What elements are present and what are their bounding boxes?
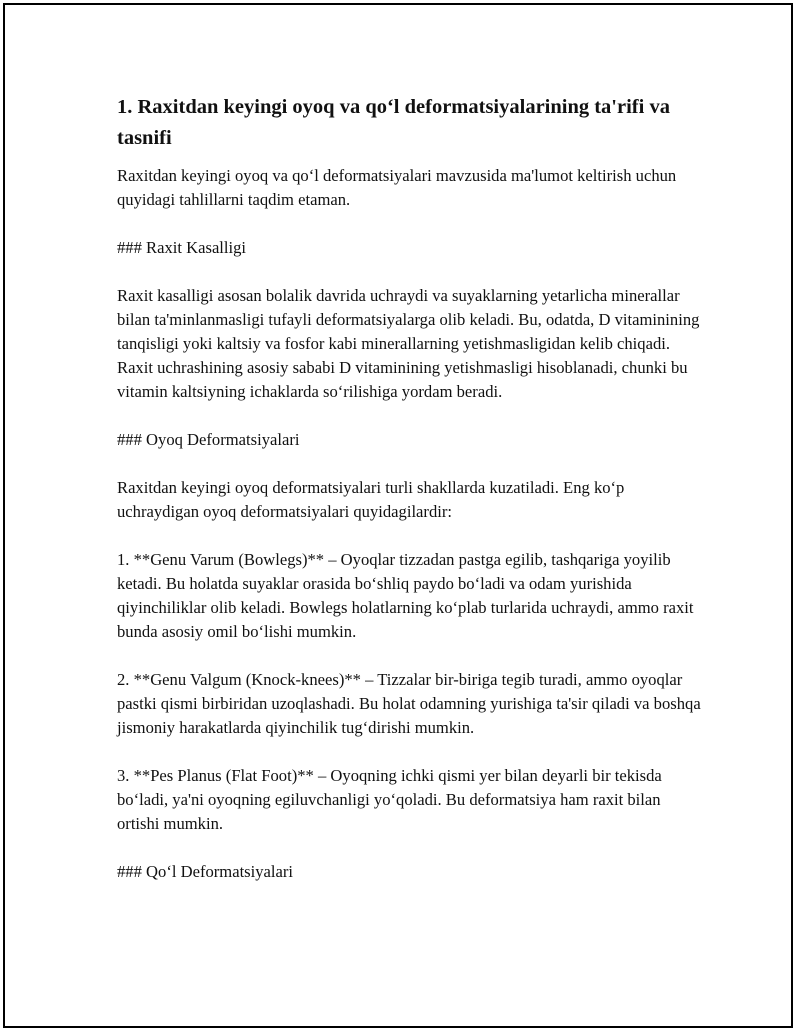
- list-item-genu-varum: 1. **Genu Varum (Bowlegs)** – Oyoqlar tizzadan pastga egilib, tashqariga yoyilib ketadi. Bu holatda suyaklar orasida bo‘shliq paydo bo‘ladi va odam yurishida qiyinchiliklar olib keladi. Bowlegs holatlarning ko‘plab turlarida uchraydi, ammo raxit bunda asosiy omil bo‘lishi mumkin.: [117, 550, 694, 641]
- document-title: 1. Raxitdan keyingi oyoq va qo‘l deformatsiyalarining ta'rifi va tasnifi: [117, 96, 670, 149]
- list-item-pes-planus: 3. **Pes Planus (Flat Foot)** – Oyoqning ichki qismi yer bilan deyarli bir tekisda bo‘ladi, ya'ni oyoqning egiluvchanligi yo‘qoladi. Bu deformatsiya ham raxit bilan ortishi mumkin.: [117, 766, 662, 833]
- intro-paragraph: Raxitdan keyingi oyoq va qo‘l deformatsiyalari mavzusida ma'lumot keltirish uchun quyidagi tahlillarni taqdim etaman.: [117, 166, 677, 209]
- document-body: [117, 92, 702, 908]
- raxit-paragraph: Raxit kasalligi asosan bolalik davrida uchraydi va suyaklarning yetarlicha minerallar bilan ta'minlanmasligi tufayli deformatsiyalarga olib keladi. Bu, odatda, D vitaminining tanqisligi yoki kaltsiy va fosfor kabi minerallarning yetishmasligidan kelib chiqadi. Raxit uchrashining asosiy sababi D vitaminining yetishmasligi hisoblanadi, chunki bu vitamin kaltsiyning ichaklarda so‘rilishiga yordam beradi.: [117, 286, 700, 401]
- heading-qol-deformatsiyalari: ### Qo‘l Deformatsiyalari: [117, 862, 294, 881]
- heading-raxit-kasalligi: ### Raxit Kasalligi: [117, 238, 247, 257]
- oyoq-intro-paragraph: Raxitdan keyingi oyoq deformatsiyalari turli shakllarda kuzatiladi. Eng ko‘p uchraydigan oyoq deformatsiyalari quyidagilardir:: [117, 478, 625, 521]
- heading-oyoq-deformatsiyalari: ### Oyoq Deformatsiyalari: [117, 430, 300, 449]
- list-item-genu-valgum: 2. **Genu Valgum (Knock-knees)** – Tizzalar bir-biriga tegib turadi, ammo oyoqlar pastki qismi birbiridan uzoqlashadi. Bu holat odamning yurishiga ta'sir qiladi va boshqa jismoniy harakatlarda qiyinchilik tug‘dirishi mumkin.: [117, 670, 701, 737]
